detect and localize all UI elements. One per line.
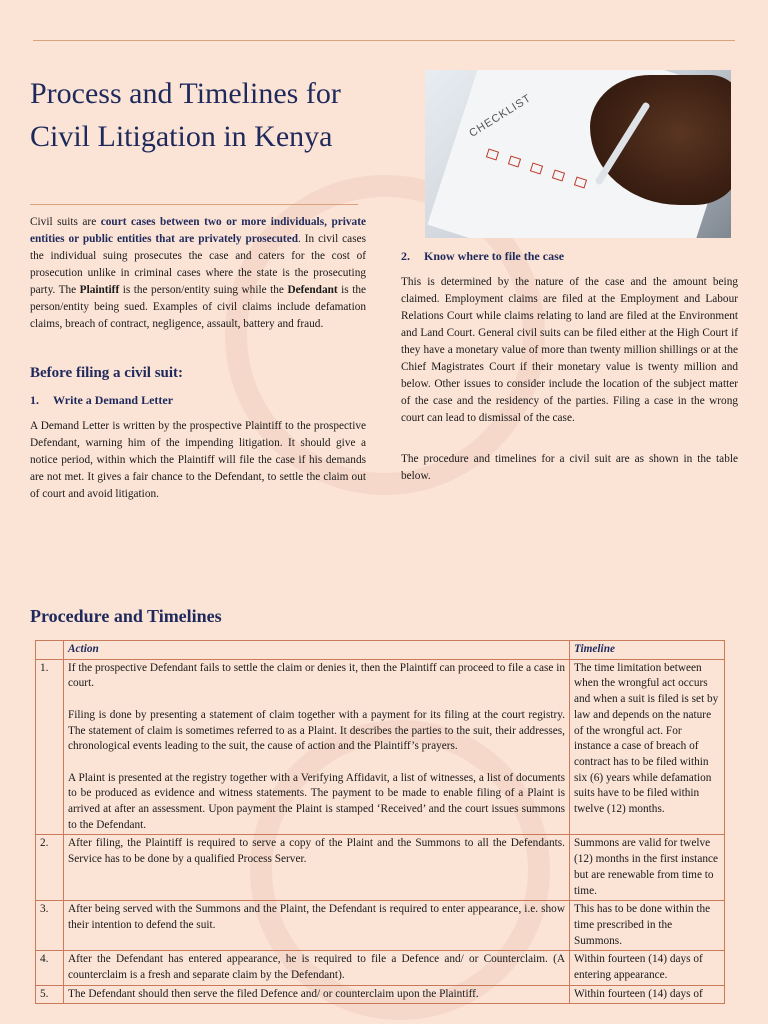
step1-paragraph: A Demand Letter is written by the prospective Plaintiff to the prospective Defendant, warning him of the impending litigation. It should give a notice period, within which the Plaintiff will file the case if his demands are not met. It gives a fair chance to the Defendant, to settle the claim out of court and avoid litigation. bbox=[30, 420, 366, 500]
procedure-table bbox=[35, 640, 725, 1004]
table-row bbox=[36, 951, 725, 985]
action-paragraph: A Plaint is presented at the registry together with a Verifying Affidavit, a list of witnesses, a list of documents to be produced as evidence and witness statements. The payment to be made to enable filing of a Plaint is arrived at after an assessment. Upon payment the Plaint is stamped ‘Received’ and the court issues summons to the Defendant. bbox=[68, 771, 565, 831]
procedure-section-title: Procedure and Timelines bbox=[30, 606, 222, 626]
step2-number: 2. bbox=[401, 249, 410, 263]
step1-title: Write a Demand Letter bbox=[53, 393, 174, 407]
row-number: 4. bbox=[36, 951, 64, 985]
intro-text: is the person/entity being sued. Examples of civil claims include defamation claims, breach of contract, negligence, assault, battery and fraud. bbox=[30, 284, 366, 330]
row-action bbox=[64, 985, 570, 1004]
col-header-number bbox=[36, 641, 64, 660]
intro-paragraph bbox=[30, 214, 366, 333]
intro-emphasis: court cases between two or more individuals, private entities or public entities that are privately prosecuted bbox=[30, 216, 366, 245]
step2-title: Know where to file the case bbox=[424, 249, 565, 263]
row-timeline: Within fourteen (14) days of entering appearance. bbox=[570, 951, 725, 985]
intro-text: is the person/entity suing while the bbox=[119, 284, 288, 296]
row-timeline: The time limitation between when the wrongful act occurs and when a suit is filed is set by law and depends on the nature of the wrongful act. For instance a case of breach of contract has to be filed within six (6) years while defamation suits have to be filed within twelve (12) months. bbox=[570, 659, 725, 835]
title-divider bbox=[30, 204, 358, 205]
row-action bbox=[64, 901, 570, 951]
row-number: 3. bbox=[36, 901, 64, 951]
col-header-timeline: Timeline bbox=[570, 641, 725, 660]
page-title: Process and Timelines for Civil Litigation in Kenya bbox=[30, 77, 341, 153]
action-paragraph: After the Defendant has entered appearance, he is required to file a Defence and/ or Counterclaim. (A counterclaim is a fresh and separate claim by the Defendant). bbox=[68, 953, 565, 982]
step2-paragraph-2: The procedure and timelines for a civil suit are as shown in the table below. bbox=[401, 453, 738, 482]
action-paragraph: Filing is done by presenting a statement of claim together with a payment for its filing at the court registry. The statement of claim is sometimes referred to as a Plaint. It describes the parties to the suit, their addresses, chronological events leading to the suit, the cause of action and the Plaintiff’s prayers. bbox=[68, 708, 565, 753]
plaintiff-term: Plaintiff bbox=[79, 284, 120, 296]
top-divider bbox=[33, 40, 735, 41]
row-timeline: This has to be done within the time prescribed in the Summons. bbox=[570, 901, 725, 951]
action-paragraph: After filing, the Plaintiff is required to serve a copy of the Plaint and the Summons to all the Defendants. Service has to be done by a qualified Process Server. bbox=[68, 837, 565, 866]
intro-text: Civil suits are bbox=[30, 216, 101, 228]
col-header-action: Action bbox=[64, 641, 570, 660]
step1-number: 1. bbox=[30, 393, 39, 407]
row-action bbox=[64, 835, 570, 901]
row-number: 5. bbox=[36, 985, 64, 1004]
step2-paragraph: This is determined by the nature of the case and the amount being claimed. Employment claims are filed at the Employment and Labour Relations Court while claims relating to land are filed at the Environment and Land Court. General civil suits can be filed either at the High Court if they have a monetary value of more than twenty million shillings or at the Chief Magistrates Court if their monetary value is twenty million and below. Other issues to consider include the location of the subject matter of the case and the residency of the parties. Filing a case in the wrong court can lead to dismissal of the case. bbox=[401, 276, 738, 424]
table-row bbox=[36, 659, 725, 835]
defendant-term: Defendant bbox=[287, 284, 338, 296]
row-action bbox=[64, 659, 570, 835]
row-number: 2. bbox=[36, 835, 64, 901]
checklist-label: CHECKLIST bbox=[467, 92, 534, 140]
row-timeline: Within fourteen (14) days of bbox=[570, 985, 725, 1004]
row-timeline: Summons are valid for twelve (12) months in the first instance but are renewable from time to time. bbox=[570, 835, 725, 901]
checklist-photo bbox=[425, 70, 731, 238]
row-number: 1. bbox=[36, 659, 64, 835]
table-row bbox=[36, 835, 725, 901]
intro-text: . In civil cases the individual suing prosecutes the case and caters for the cost of prosecution unlike in criminal cases where the state is the prosecuting party. The bbox=[30, 233, 366, 296]
step2-heading bbox=[401, 249, 564, 264]
action-paragraph: The Defendant should then serve the filed Defence and/ or counterclaim upon the Plaintiff. bbox=[68, 987, 479, 1000]
table-header-row bbox=[36, 641, 725, 660]
step1-heading bbox=[30, 393, 173, 408]
row-action bbox=[64, 951, 570, 985]
table-row bbox=[36, 901, 725, 951]
action-paragraph: If the prospective Defendant fails to settle the claim or denies it, then the Plaintiff can proceed to file a case in court. bbox=[68, 661, 565, 690]
action-paragraph: After being served with the Summons and the Plaint, the Defendant is required to enter appearance, i.e. show their intention to defend the suit. bbox=[68, 903, 565, 931]
table-row bbox=[36, 985, 725, 1004]
before-filing-heading: Before filing a civil suit: bbox=[30, 365, 184, 381]
